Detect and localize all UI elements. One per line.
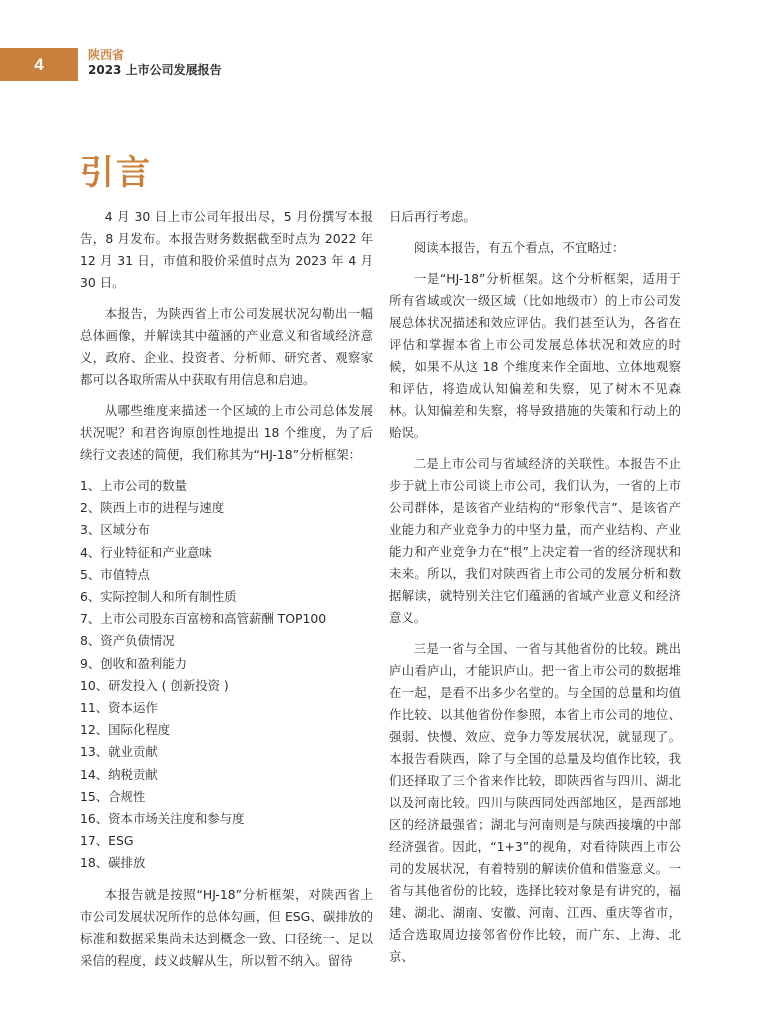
paragraph: 日后再行考虑。 bbox=[389, 209, 476, 224]
paragraph: 二是上市公司与省域经济的关联性。本报告不止步于就上市公司谈上市公司，我们认为，一省的上市公司群体，是该省产业结构的“形象代言”、是该省产业能力和产业竞争力的中坚力量，而产业结构、产业能力和产业竞争力在“根”上决定着一省的经济现状和未来。所以，我们对陕西省上市公司的发展分析和数据解读，就特别关注它们蕴涵的省域产业意义和经济意义。 bbox=[389, 456, 681, 625]
list-item: 2、陕西上市的进程与速度 bbox=[80, 500, 225, 516]
list-item: 3、区域分布 bbox=[80, 522, 150, 538]
paragraph: 三是一省与全国、一省与其他省份的比较。跳出庐山看庐山，才能识庐山。把一省上市公司的数据堆在一起，是看不出多少名堂的。与全国的总量和均值作比较、以其他省份作参照，本省上市公司的地位、强弱、快慢、效应、竞争力等发展状况，就显现了。本报告看陕西，除了与全国的总量及均值作比较，我们还择取了三个省来作比较，即陕西省与四川、湖北以及河南比较。四川与陕西同处西部地区，是西部地区的经济最强省；湖北与河南则是与陕西接壤的中部经济强省。因此，“1+3”的视角，对看待陕西上市公司的发展状况，有着特别的解读价值和借鉴意义。一省与其他省份的比较，选择比较对象是有讲究的，福建、湖北、湖南、安徽、河南、江西、重庆等省市，适合选取周边接邻省份作比较，而广东、上海、北京、 bbox=[389, 641, 681, 964]
page-title: 引言 bbox=[80, 153, 152, 193]
list-item: 6、实际控制人和所有制性质 bbox=[80, 589, 237, 605]
page-number: 4 bbox=[0, 48, 78, 81]
list-item: 12、国际化程度 bbox=[80, 722, 171, 738]
paragraph: 从哪些维度来描述一个区域的上市公司总体发展状况呢？和君咨询原创性地提出 18 个维度，为了后续行文表述的简便，我们称其为“HJ-18”分析框架： bbox=[80, 403, 373, 462]
header-province: 陕西省 bbox=[88, 48, 125, 62]
list-item: 7、上市公司股东百富榜和高管薪酬 TOP100 bbox=[80, 611, 327, 627]
page-header bbox=[0, 48, 760, 81]
paragraph: 一是“HJ-18”分析框架。这个分析框架，适用于所有省域或次一级区域（比如地级市）的上市公司发展总体状况描述和效应评估。我们甚至认为，各省在评估和掌握本省上市公司发展总体状况和效应的时候，如果不从这 18 个维度来作全面地、立体地观察和评估，将造成认知偏差和失察，见了树木不见森林。认知偏差和失察，将导致措施的失策和行动上的贻误。 bbox=[389, 271, 681, 440]
list-item: 5、市值特点 bbox=[80, 566, 150, 582]
paragraph: 本报告，为陕西省上市公司发展状况勾勒出一幅总体画像，并解读其中蕴涵的产业意义和省域经济意义，政府、企业、投资者、分析师、研究者、观察家都可以各取所需从中获取有用信息和启迪。 bbox=[80, 306, 373, 387]
paragraph: 阅读本报告，有五个看点，不宜略过： bbox=[413, 240, 625, 255]
list-item: 4、行业特征和产业意味 bbox=[80, 544, 212, 560]
list-item: 11、资本运作 bbox=[80, 700, 158, 716]
list-item: 18、碳排放 bbox=[80, 855, 146, 871]
header-text bbox=[88, 48, 222, 78]
list-item: 13、就业贡献 bbox=[80, 744, 158, 760]
right-column bbox=[389, 206, 681, 977]
paragraph: 本报告就是按照“HJ-18”分析框架，对陕西省上市公司发展状况所作的总体勾画，但 ESG、碳排放的标准和数据采集尚未达到概念一致、口径统一、足以采信的程度，歧义歧解从生，所以暂不纳入。留待 bbox=[80, 886, 373, 968]
list-item: 16、资本市场关注度和参与度 bbox=[80, 811, 245, 827]
header-report-title: 2023 上市公司发展报告 bbox=[88, 63, 222, 77]
list-item: 14、纳税贡献 bbox=[80, 766, 158, 782]
list-item: 9、创收和盈利能力 bbox=[80, 655, 188, 671]
list-item: 1、上市公司的数量 bbox=[80, 478, 188, 493]
list-item: 10、研发投入 ( 创新投资 ) bbox=[80, 677, 229, 693]
list-item: 17、ESG bbox=[80, 833, 134, 849]
paragraph: 4 月 30 日上市公司年报出尽，5 月份撰写本报告，8 月发布。本报告财务数据截至时点为 2022 年 12 月 31 日，市值和股价采值时点为 2023 年 4 月 30 日。 bbox=[80, 209, 373, 290]
left-column bbox=[80, 206, 373, 981]
list-item: 15、合规性 bbox=[80, 788, 146, 804]
list-item: 8、资产负债情况 bbox=[80, 633, 175, 649]
framework-list bbox=[80, 475, 373, 875]
